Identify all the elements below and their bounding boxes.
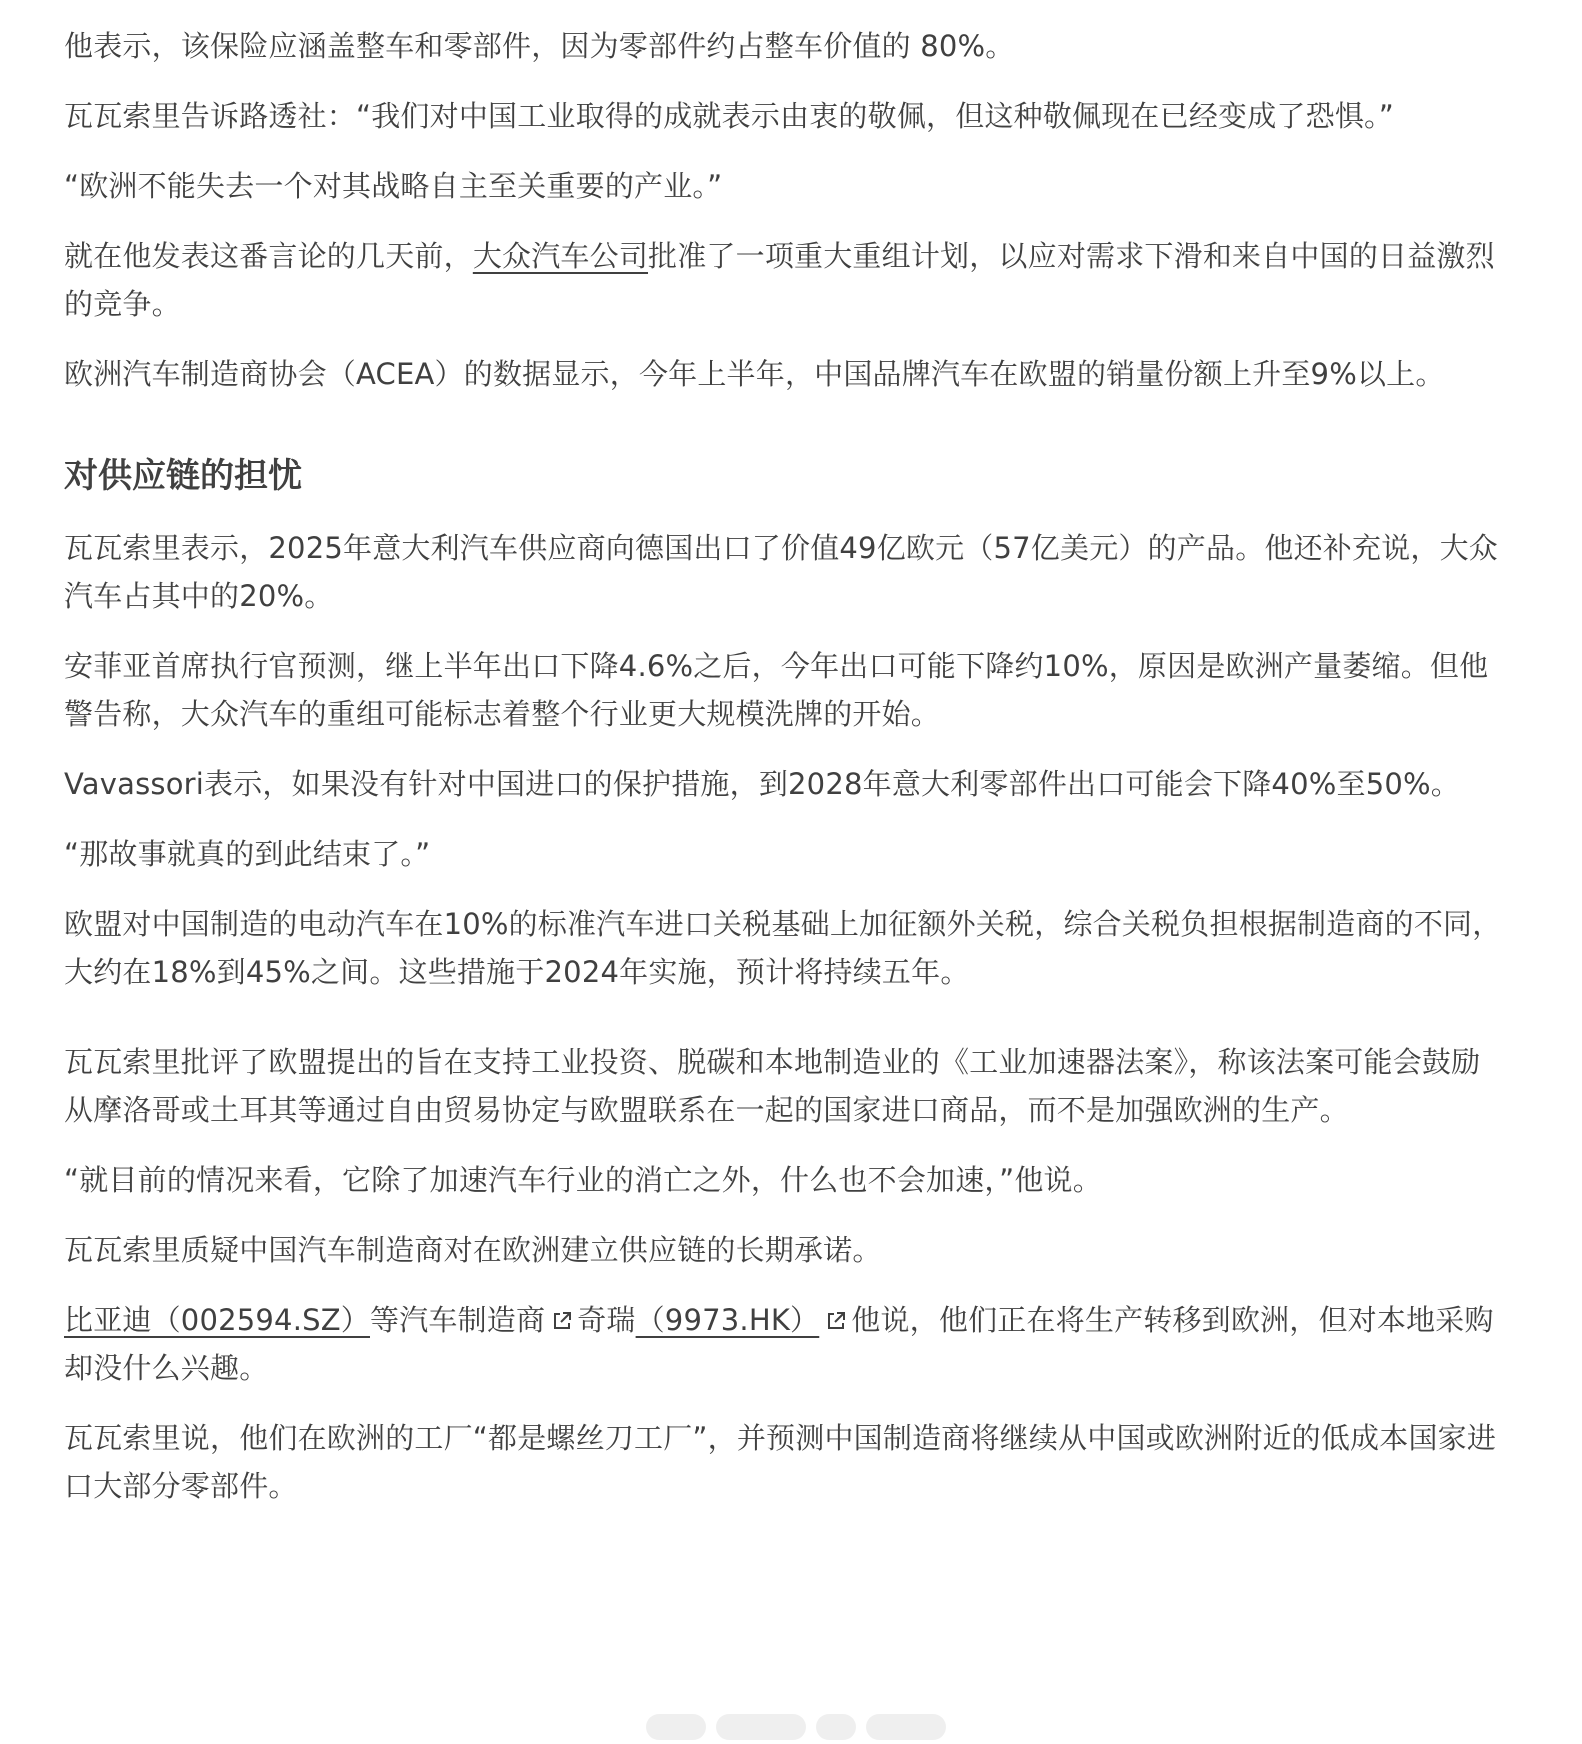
watermark	[646, 1714, 946, 1740]
external-link-icon[interactable]	[551, 1310, 573, 1332]
paragraph-4-before: 就在他发表这番言论的几天前，	[64, 239, 473, 273]
paragraph-8: Vavassori表示，如果没有针对中国进口的保护措施，到2028年意大利零部件出口可能会下降40%至50%。	[64, 767, 1460, 801]
chery-stock-link[interactable]: （9973.HK）	[635, 1303, 820, 1337]
paragraph-15: 瓦瓦索里说，他们在欧洲的工厂“都是螺丝刀工厂”，并预测中国制造商将继续从中国或欧洲附近的低成本国家进口大部分零部件。	[64, 1421, 1497, 1503]
external-link-icon[interactable]	[825, 1310, 847, 1332]
paragraph-5: 欧洲汽车制造商协会（ACEA）的数据显示，今年上半年，中国品牌汽车在欧盟的销量份额上升至9%以上。	[64, 357, 1445, 391]
paragraph-1: 他表示，该保险应涵盖整车和零部件，因为零部件约占整车价值的 80%。	[64, 29, 1015, 63]
paragraph-2: 瓦瓦索里告诉路透社：“我们对中国工业取得的成就表示由衷的敬佩，但这种敬佩现在已经变成了恐惧。”	[64, 99, 1394, 133]
paragraph-14-middle-1: 等汽车制造商	[370, 1303, 546, 1337]
paragraph-14	[64, 1296, 1504, 1392]
paragraph-4-after: 批准了一项重大重组计划，以应对需求下滑和来自中国的日益激烈的竞争。	[64, 239, 1495, 321]
paragraph-14-middle-2: 奇瑞	[577, 1303, 636, 1337]
paragraph-6: 瓦瓦索里表示，2025年意大利汽车供应商向德国出口了价值49亿欧元（57亿美元）的产品。他还补充说，大众汽车占其中的20%。	[64, 531, 1499, 613]
paragraph-3: “欧洲不能失去一个对其战略自主至关重要的产业。”	[64, 169, 723, 203]
paragraph-14-after: 他说，他们正在将生产转移到欧洲，但对本地采购却没什么兴趣。	[64, 1303, 1494, 1385]
article-body	[64, 22, 1504, 1532]
paragraph-9: “那故事就真的到此结束了。”	[64, 837, 431, 871]
volkswagen-link[interactable]: 大众汽车公司	[472, 239, 649, 273]
paragraph-10: 欧盟对中国制造的电动汽车在10%的标准汽车进口关税基础上加征额外关税，综合关税负担根据制造商的不同，大约在18%到45%之间。这些措施于2024年实施，预计将持续五年。	[64, 907, 1502, 989]
section-heading: 对供应链的担忧	[64, 456, 302, 496]
paragraph-4	[64, 232, 1504, 328]
paragraph-13: 瓦瓦索里质疑中国汽车制造商对在欧洲建立供应链的长期承诺。	[64, 1233, 882, 1267]
paragraph-11: 瓦瓦索里批评了欧盟提出的旨在支持工业投资、脱碳和本地制造业的《工业加速器法案》，称该法案可能会鼓励从摩洛哥或土耳其等通过自由贸易协定与欧盟联系在一起的国家进口商品，而不是加强欧洲的生产。	[64, 1045, 1481, 1127]
byd-stock-link[interactable]: 比亚迪（002594.SZ）	[64, 1303, 370, 1337]
paragraph-12: “就目前的情况来看，它除了加速汽车行业的消亡之外，什么也不会加速，”他说。	[64, 1163, 1102, 1197]
paragraph-7: 安菲亚首席执行官预测，继上半年出口下降4.6%之后，今年出口可能下降约10%，原因是欧洲产量萎缩。但他警告称，大众汽车的重组可能标志着整个行业更大规模洗牌的开始。	[64, 649, 1489, 731]
